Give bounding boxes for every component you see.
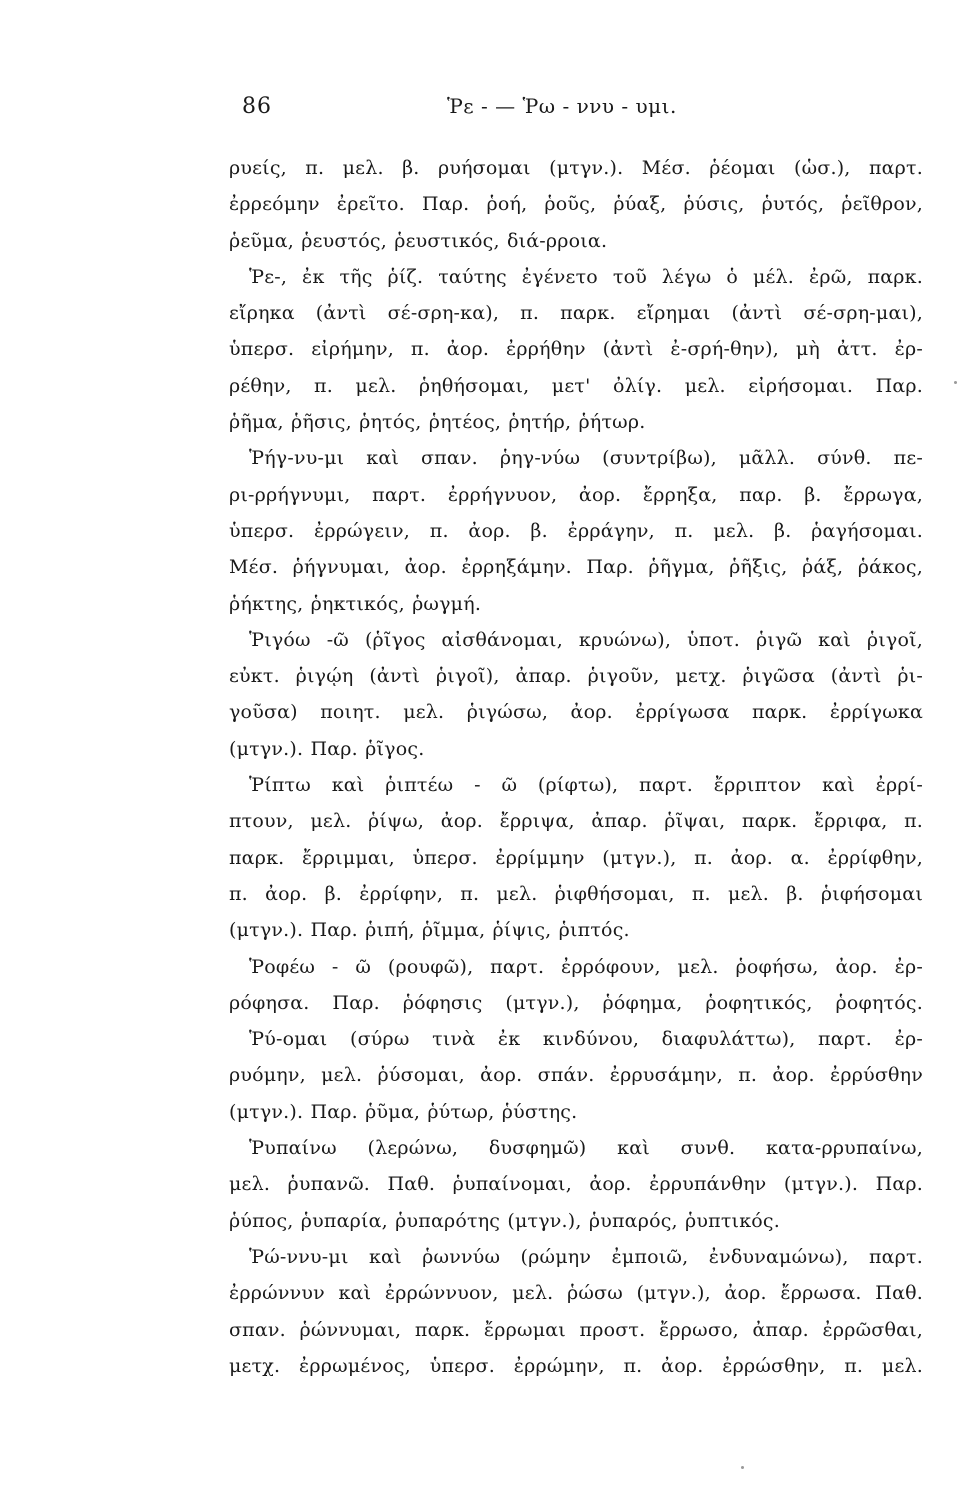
text-line: ἐρρεόμην ἐρεῖτο. Παρ. ῥοή, ῥοῦς, ῥύαξ, ῥύσις, ῥυτός, ῥεῖθρον, <box>229 193 923 216</box>
text-line: ῥήκτης, ῥηκτικός, ῥωγμή. <box>229 592 482 615</box>
text-line: ὑπερσ. ἐρρώγειν, π. ἀορ. β. ἐρράγην, π. μελ. β. ῥαγήσομαι. <box>229 519 923 542</box>
text-line: ρέθην, π. μελ. ῥηθήσομαι, μετ' ὀλίγ. μελ. εἰρήσομαι. Παρ. <box>229 374 923 397</box>
entry-start-line: Ῥυπαίνω (λερώνω, δυσφημῶ) καὶ συνθ. κατα-ρρυπαίνω, <box>249 1137 923 1160</box>
running-head: Ῥε - — Ῥω - ννυ - υμι. <box>447 94 677 118</box>
text-line: Μέσ. ῥήγνυμαι, ἀορ. ἐρρηξάμην. Παρ. ῥῆγμα, ῥῆξις, ῥάξ, ῥάκος, <box>229 556 923 579</box>
text-line: ρι-ρρήγνυμι, παρτ. ἐρρήγνυον, ἀορ. ἔρρηξα, παρ. β. ἔρρωγα, <box>229 483 923 506</box>
paper-speck <box>741 1466 744 1469</box>
page-number: 86 <box>242 94 272 119</box>
entry-start-line: Ῥε-, ἐκ τῆς ῥίζ. ταύτης ἐγένετο τοῦ λέγω ὁ μέλ. ἐρῶ, παρκ. <box>249 265 923 288</box>
text-line: παρκ. ἔρριμμαι, ὑπερσ. ἐρρίμμην (μτγν.), π. ἀορ. α. ἐρρίφθην, <box>229 846 923 869</box>
text-line: ρυόμην, μελ. ῥύσομαι, ἀορ. σπάν. ἐρρυσάμην, π. ἀορ. ἐρρύσθην <box>229 1064 923 1087</box>
text-line: (μτγν.). Παρ. ῥῖγος. <box>229 737 425 760</box>
entry-start-line: Ῥιγόω -ῶ (ῥῖγος αἰσθάνομαι, κρυώνω), ὑποτ. ῥιγῶ καὶ ῥιγοῖ, <box>249 628 923 651</box>
text-line: ρυείς, π. μελ. β. ρυήσομαι (μτγν.). Μέσ. ῥέομαι (ὡσ.), παρτ. <box>229 157 923 179</box>
text-line: ῥεῦμα, ῥευστός, ῥευστικός, διά-ρροια. <box>229 229 608 252</box>
text-line: ἐρρώννυν καὶ ἐρρώννυον, μελ. ῥώσω (μτγν.), ἀορ. ἔρρωσα. Παθ. <box>229 1282 923 1305</box>
text-line: ρόφησα. Παρ. ῥόφησις (μτγν.), ῥόφημα, ῥοφητικός, ῥοφητός. <box>229 991 923 1014</box>
text-line: πτουν, μελ. ῥίψω, ἀορ. ἔρριψα, ἀπαρ. ῥῖψαι, παρκ. ἔρριφα, π. <box>229 810 923 833</box>
text-line: γοῦσα) ποιητ. μελ. ῥιγώσω, ἀορ. ἐρρίγωσα παρκ. ἐρρίγωκα <box>229 701 923 724</box>
text-line: (μτγν.). Παρ. ῥιπή, ῥῖμμα, ῥίψις, ῥιπτός. <box>229 919 630 942</box>
entry-start-line: Ῥώ-ννυ-μι καὶ ῥωννύω (ρώμην ἐμποιῶ, ἐνδυναμώνω), παρτ. <box>249 1245 923 1268</box>
paper-speck <box>954 381 957 384</box>
text-line: μετχ. ἐρρωμένος, ὑπερσ. ἐρρώμην, π. ἀορ. ἐρρώσθην, π. μελ. <box>229 1354 923 1377</box>
text-line: (μτγν.). Παρ. ῥῦμα, ῥύτωρ, ῥύστης. <box>229 1100 578 1123</box>
entry-start-line: Ῥίπτω καὶ ῥιπτέω - ῶ (ρίφτω), παρτ. ἔρριπτον καὶ ἐρρί- <box>249 774 923 797</box>
page-header <box>232 90 952 130</box>
text-line: ὑπερσ. εἰρήμην, π. ἀορ. ἐρρήθην (ἀντὶ ἐ-σρή-θην), μὴ ἀττ. ἐρ- <box>229 338 923 361</box>
text-line: ῥῆμα, ῥῆσις, ῥητός, ῥητέος, ῥητήρ, ῥήτωρ. <box>229 411 646 434</box>
text-line: π. ἀορ. β. ἐρρίφην, π. μελ. ῥιφθήσομαι, π. μελ. β. ῥιφήσομαι <box>229 882 923 905</box>
body-text <box>229 150 923 1384</box>
text-line: εἴρηκα (ἀντὶ σέ-σρη-κα), π. παρκ. εἴρημαι (ἀντὶ σέ-σρη-μαι), <box>229 302 923 325</box>
text-line: σπαν. ῥώννυμαι, παρκ. ἔρρωμαι προστ. ἔρρωσο, ἀπαρ. ἐρρῶσθαι, <box>229 1318 923 1341</box>
text-line: εὐκτ. ῥιγῴη (ἀντὶ ῥιγοῖ), ἀπαρ. ῥιγοῦν, μετχ. ῥιγῶσα (ἀντὶ ῥι- <box>229 665 923 688</box>
entry-start-line: Ῥύ-ομαι (σύρω τινὰ ἐκ κινδύνου, διαφυλάττω), παρτ. ἐρ- <box>249 1028 923 1051</box>
entry-start-line: Ῥήγ-νυ-μι καὶ σπαν. ῥηγ-νύω (συντρίβω), μᾶλλ. σύνθ. πε- <box>249 447 923 470</box>
entry-start-line: Ῥοφέω - ῶ (ρουφῶ), παρτ. ἐρρόφουν, μελ. ῥοφήσω, ἀορ. ἐρ- <box>249 955 923 978</box>
text-line: ῥύπος, ῥυπαρία, ῥυπαρότης (μτγν.), ῥυπαρός, ῥυπτικός. <box>229 1209 780 1232</box>
text-line: μελ. ῥυπανῶ. Παθ. ῥυπαίνομαι, ἀορ. ἐρρυπάνθην (μτγν.). Παρ. <box>229 1173 923 1196</box>
